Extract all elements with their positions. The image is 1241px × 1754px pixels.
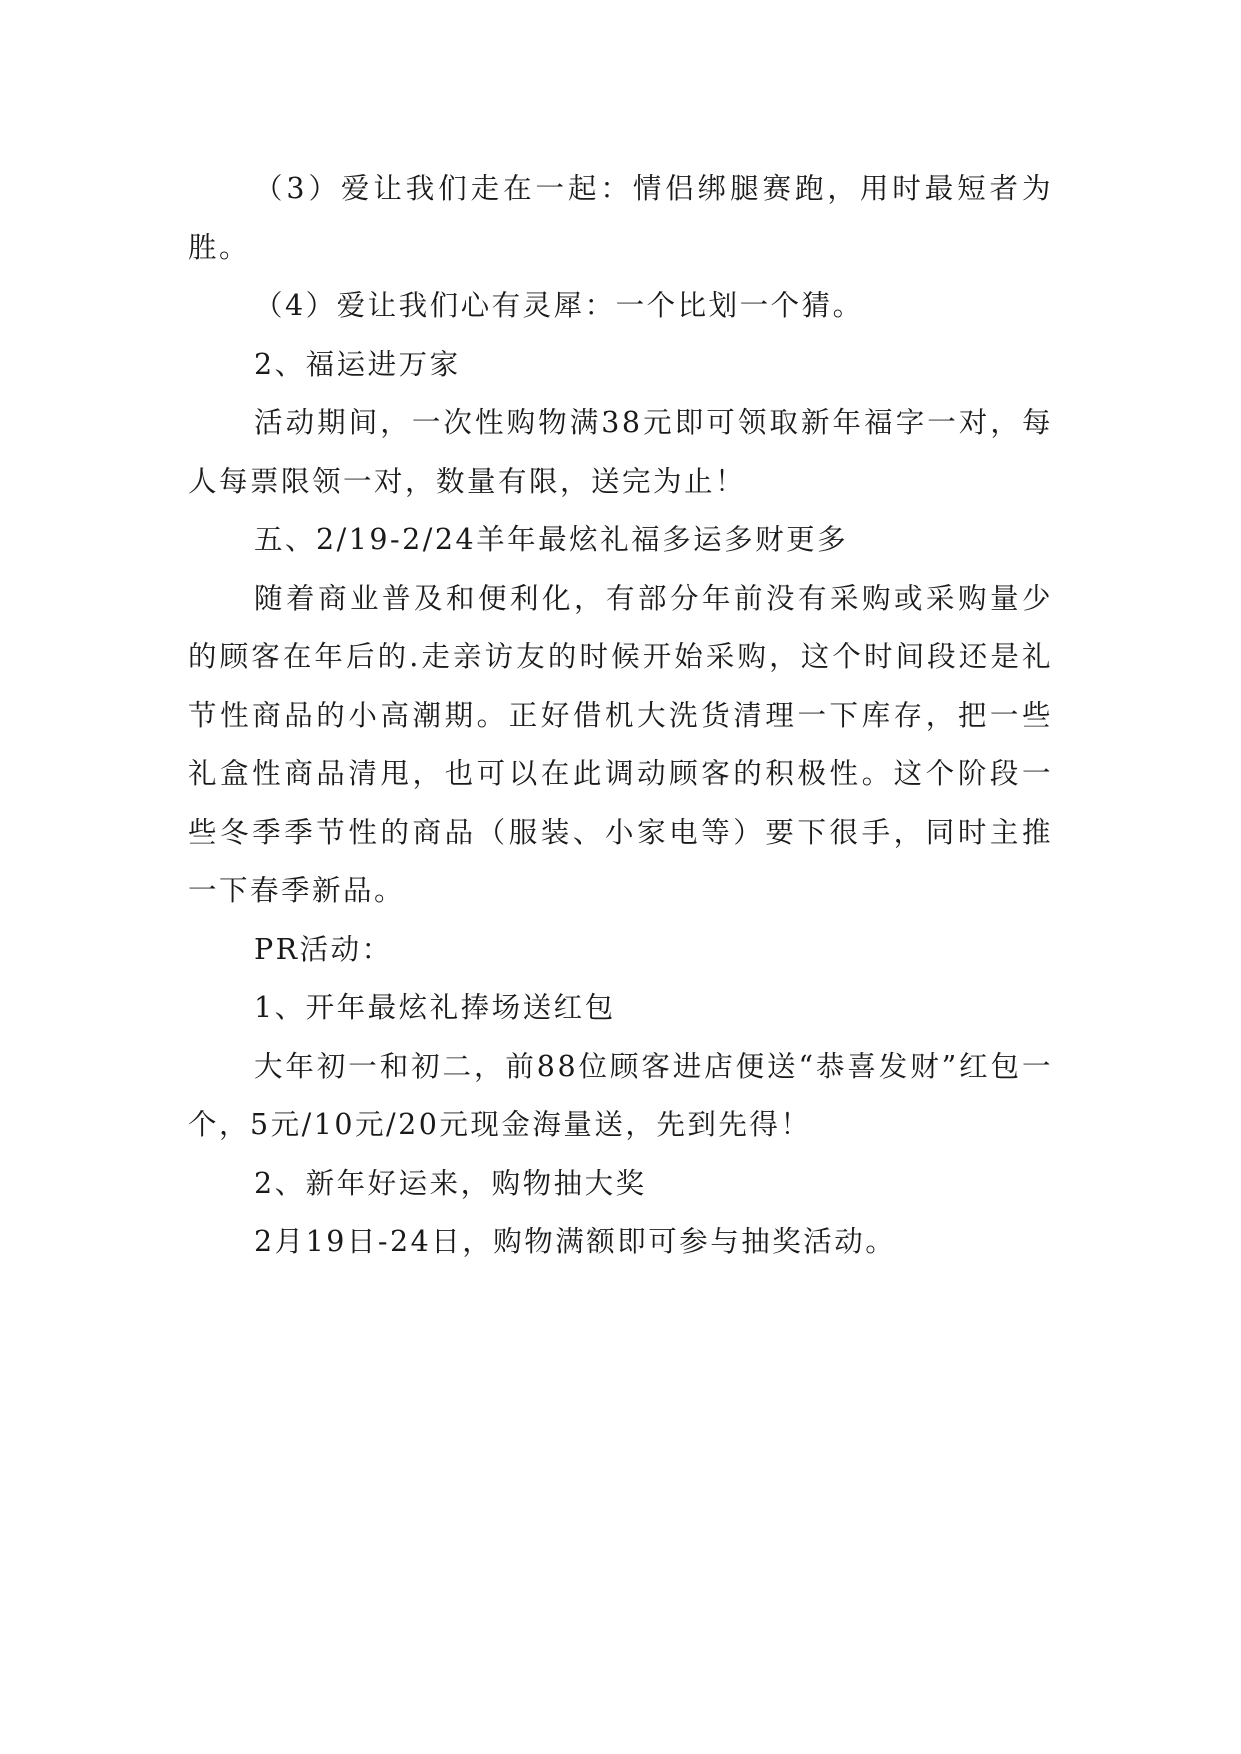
paragraph-lucky-draw-details: 2月19日-24日，购物满额即可参与抽奖活动。: [254, 1225, 897, 1258]
paragraph-red-envelope-details: 大年初一和初二，前88位顾客进店便送“恭喜发财”红包一个，5元/10元/20元现金海量送，先到先得！: [188, 1049, 1053, 1141]
document-body: [188, 160, 1053, 1272]
heading-pr-activities: PR活动：: [254, 932, 393, 966]
paragraph-post-new-year: 随着商业普及和便利化，有部分年前没有采购或采购量少的顾客在年后的.走亲访友的时候开始采购，这个时间段还是礼节性商品的小高潮期。正好借机大洗货清理一下库存，把一些礼盒性商品清甩，也可以在此调动顾客的积极性。这个阶段一些冬季季节性的商品（服装、小家电等）要下很手，同时主推一下春季新品。: [188, 581, 1053, 907]
paragraph-charades: （4）爱让我们心有灵犀：一个比划一个猜。: [254, 289, 864, 322]
paragraph-relay-race: （3）爱让我们走在一起：情侣绑腿赛跑，用时最短者为胜。: [188, 172, 1053, 264]
paragraph-fortune-details: 活动期间，一次性购物满38元即可领取新年福字一对，每人每票限领一对，数量有限，送完为止！: [188, 406, 1053, 498]
heading-lucky-draw: 2、新年好运来，购物抽大奖: [254, 1166, 647, 1200]
heading-red-envelope: 1、开年最炫礼捧场送红包: [254, 991, 616, 1024]
heading-fortune: 2、福运进万家: [254, 347, 461, 381]
heading-section-five: 五、2/19-2/24羊年最炫礼福多运多财更多: [254, 523, 849, 556]
